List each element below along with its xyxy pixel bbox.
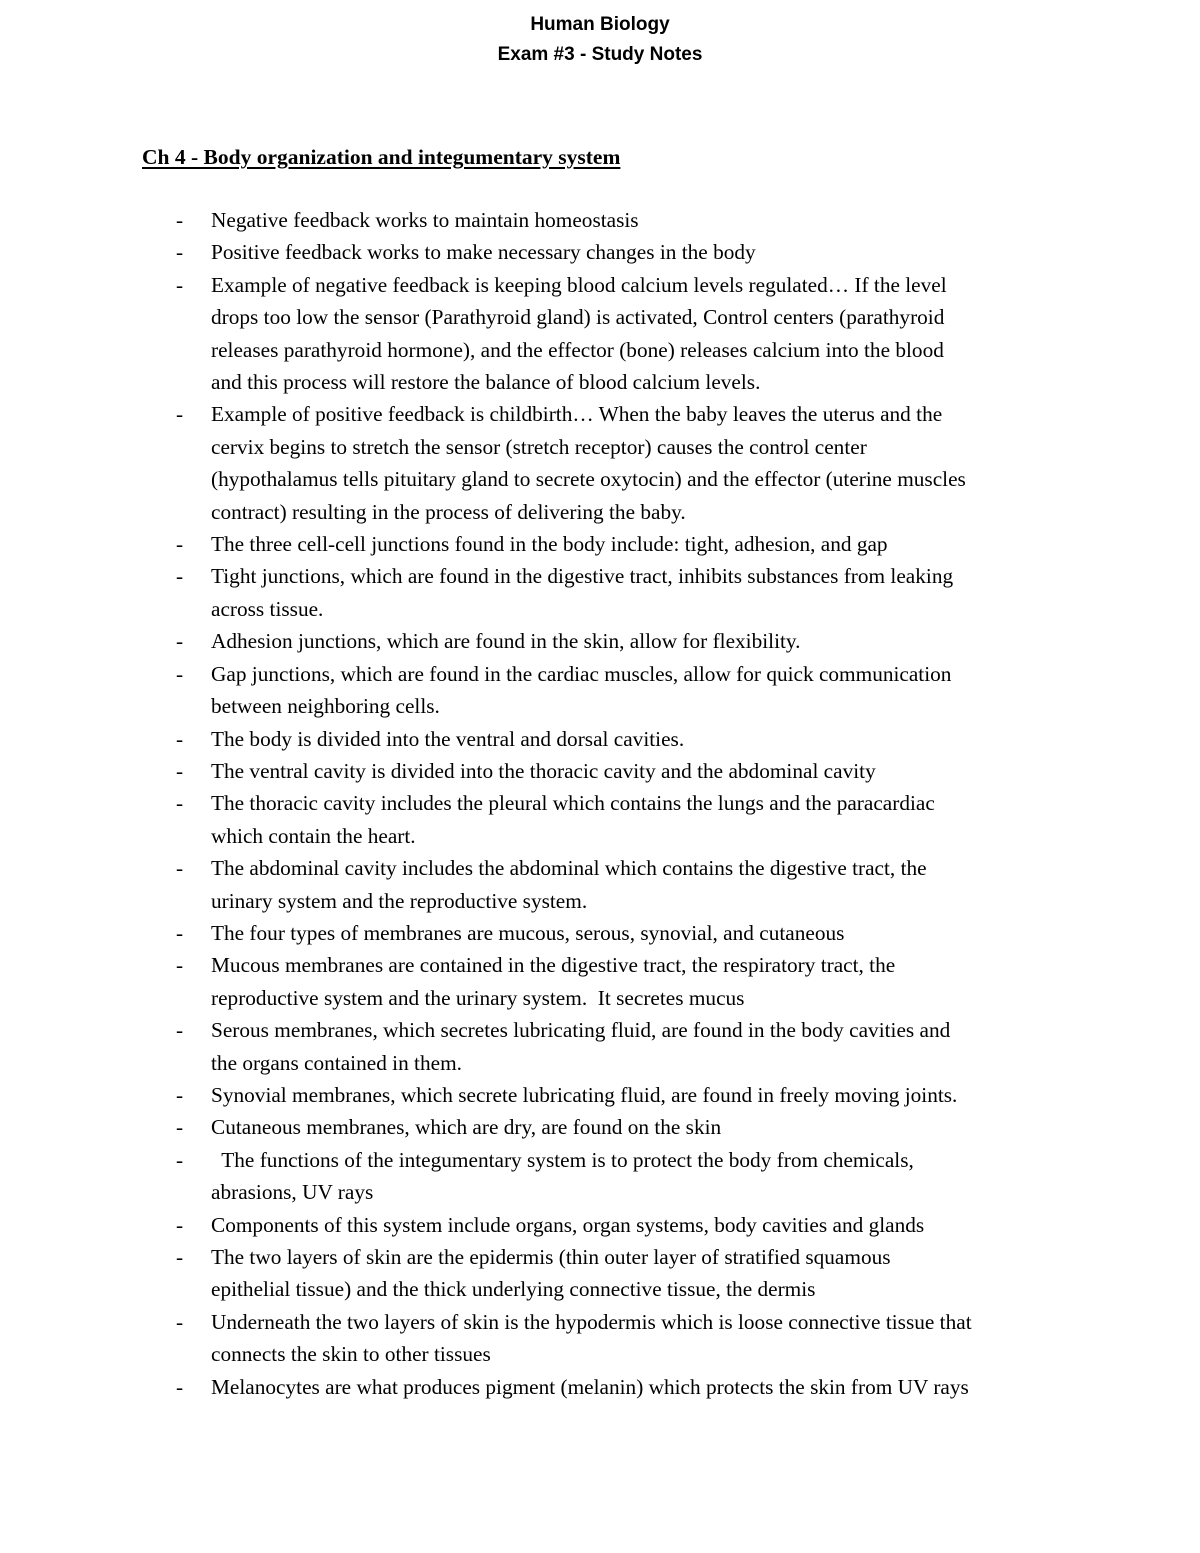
note-line: The four types of membranes are mucous, serous, synovial, and cutaneous [211,920,845,945]
note-item [172,949,1072,1014]
note-line: Gap junctions, which are found in the cardiac muscles, allow for quick communication [211,661,952,686]
note-line: Components of this system include organs, organ systems, body cavities and glands [211,1212,925,1237]
note-line: between neighboring cells. [211,694,440,719]
bullet-dash: - [176,208,184,232]
note-line: Synovial membranes, which secrete lubricating fluid, are found in freely moving joints. [211,1082,958,1107]
bullet-dash: - [176,564,184,589]
note-line: and this process will restore the balance of blood calcium levels. [211,370,761,395]
note-line: across tissue. [211,596,324,621]
note-item [172,917,1072,949]
bullet-dash: - [176,240,184,265]
bullet-dash: - [176,1115,184,1140]
note-item [172,1014,1072,1079]
note-line: contract) resulting in the process of delivering the baby. [211,499,686,524]
bullet-dash: - [176,1212,184,1237]
bullet-dash: - [176,791,184,816]
note-line: Example of negative feedback is keeping blood calcium levels regulated… If the level [211,272,947,297]
note-item [172,1079,1072,1111]
note-item [172,269,1072,399]
notes-list [172,204,1072,1403]
bullet-dash: - [176,1147,184,1172]
note-line: The ventral cavity is divided into the thoracic cavity and the abdominal cavity [211,758,876,783]
note-line: Negative feedback works to maintain homeostasis [211,208,639,232]
bullet-dash: - [176,953,184,978]
note-line: The functions of the integumentary system is to protect the body from chemicals, [211,1147,914,1172]
note-item [172,528,1072,560]
note-item [172,236,1072,268]
document-subtitle: Exam #3 - Study Notes [497,44,703,65]
note-item [172,787,1072,852]
bullet-dash: - [176,1082,184,1107]
note-line: Underneath the two layers of skin is the hypodermis which is loose connective tissue that [211,1309,972,1334]
note-line: The three cell-cell junctions found in the body include: tight, adhesion, and gap [211,532,888,557]
note-item [172,1241,1072,1306]
note-line: Serous membranes, which secretes lubricating fluid, are found in the body cavities and [211,1018,951,1043]
note-item [172,1111,1072,1143]
note-line: connects the skin to other tissues [211,1342,491,1367]
document-title: Human Biology [530,14,670,35]
document-header [0,10,1200,70]
section-heading: Ch 4 - Body organization and integumentary system [142,145,621,169]
note-line: Mucous membranes are contained in the digestive tract, the respiratory tract, the [211,953,896,978]
note-line: urinary system and the reproductive system. [211,888,588,913]
note-line: abrasions, UV rays [211,1180,374,1205]
note-line: Cutaneous membranes, which are dry, are found on the skin [211,1115,722,1140]
bullet-dash: - [176,758,184,783]
note-item [172,1306,1072,1371]
note-line: (hypothalamus tells pituitary gland to secrete oxytocin) and the effector (uterine muscles [211,467,966,492]
bullet-dash: - [176,856,184,881]
note-line: epithelial tissue) and the thick underlying connective tissue, the dermis [211,1277,816,1302]
note-line: Example of positive feedback is childbirth… When the baby leaves the uterus and the [211,402,943,427]
bullet-dash: - [176,920,184,945]
bullet-dash: - [176,1309,184,1334]
bullet-dash: - [176,1018,184,1043]
note-item [172,658,1072,723]
note-line: The abdominal cavity includes the abdominal which contains the digestive tract, the [211,856,927,881]
note-line: Melanocytes are what produces pigment (melanin) which protects the skin from UV rays [211,1374,969,1399]
note-item [172,560,1072,625]
bullet-dash: - [176,402,184,427]
bullet-dash: - [176,726,184,751]
note-line: The body is divided into the ventral and dorsal cavities. [211,726,685,751]
note-item [172,625,1072,657]
bullet-dash: - [176,629,184,654]
note-line: The thoracic cavity includes the pleural which contains the lungs and the paracardiac [211,791,935,816]
note-item [172,1209,1072,1241]
bullet-dash: - [176,661,184,686]
note-line: drops too low the sensor (Parathyroid gland) is activated, Control centers (parathyroid [211,305,945,330]
note-item [172,852,1072,917]
note-line: the organs contained in them. [211,1050,462,1075]
note-line: Adhesion junctions, which are found in the skin, allow for flexibility. [211,629,801,654]
bullet-dash: - [176,1374,184,1399]
note-item [172,723,1072,755]
note-item [172,398,1072,528]
note-line: releases parathyroid hormone), and the effector (bone) releases calcium into the blood [211,337,944,362]
bullet-dash: - [176,532,184,557]
note-item [172,755,1072,787]
bullet-dash: - [176,1245,184,1269]
note-line: The two layers of skin are the epidermis (thin outer layer of stratified squamous [211,1245,891,1269]
note-line: Tight junctions, which are found in the digestive tract, inhibits substances from leaking [211,564,954,589]
note-line: reproductive system and the urinary system. It secretes mucus [211,985,745,1010]
note-line: cervix begins to stretch the sensor (stretch receptor) causes the control center [211,434,867,459]
bullet-dash: - [176,272,184,297]
note-item [172,1371,1072,1403]
note-item [172,204,1072,236]
note-line: which contain the heart. [211,823,416,848]
note-item [172,1144,1072,1209]
note-line: Positive feedback works to make necessary changes in the body [211,240,756,265]
